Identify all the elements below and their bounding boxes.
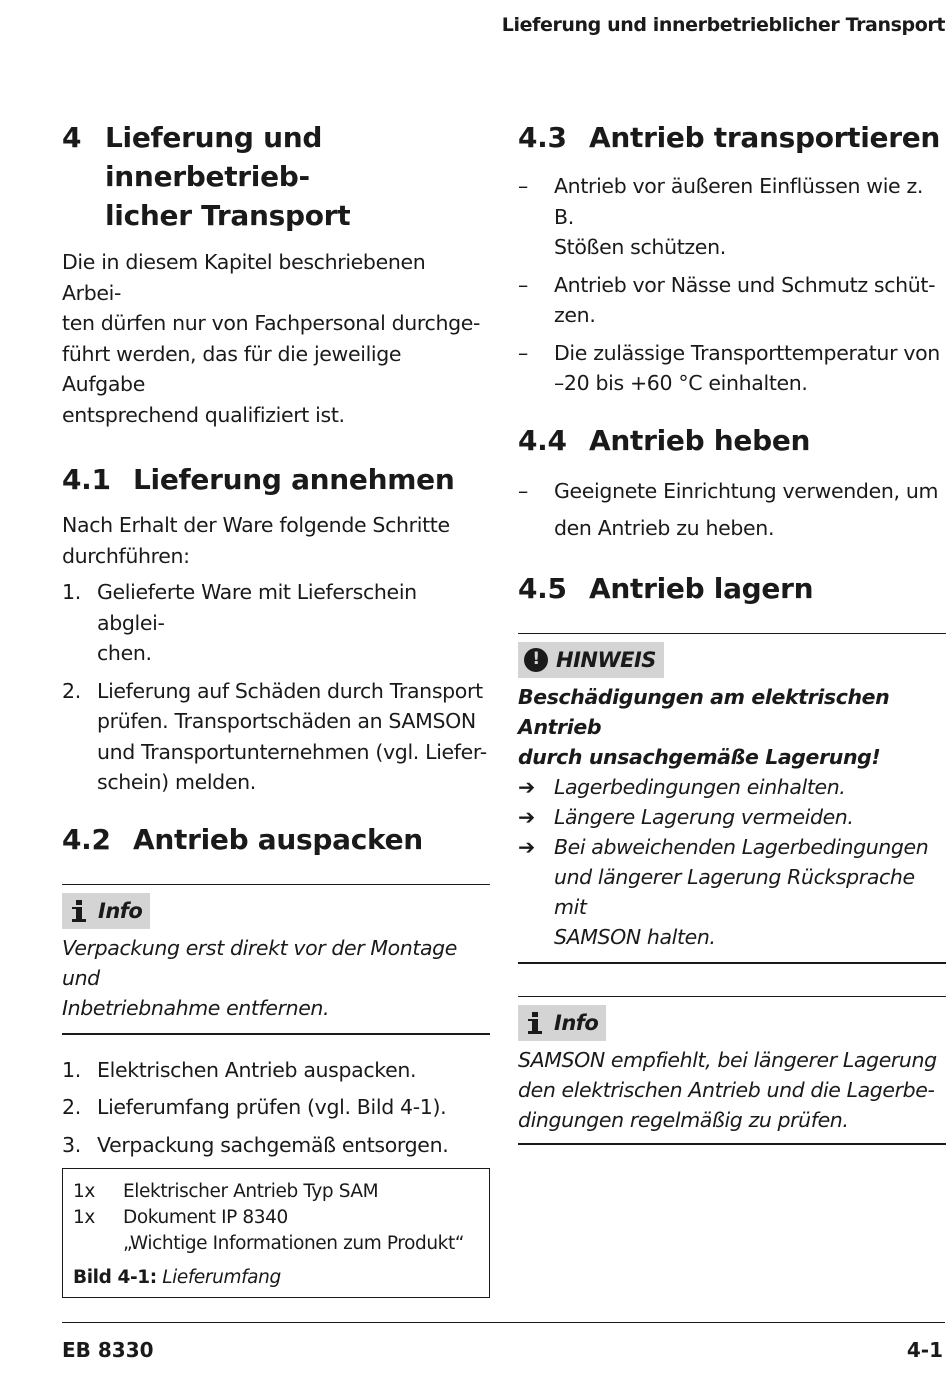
section-heading-4-3 <box>518 118 946 157</box>
chapter-title-line: licher Transport <box>105 199 351 232</box>
notice-heading: Beschädigungen am elektrischen Antrieb durch unsachgemäße Lagerung! <box>518 684 890 769</box>
list-marker: 2. <box>62 678 81 703</box>
chapter-title <box>105 118 490 235</box>
list-item <box>62 577 490 669</box>
lifting-list <box>518 473 946 547</box>
chapter-title-line: Lieferung und innerbetrieb- <box>105 121 323 193</box>
info-text: SAMSON empfiehlt, bei längerer Lagerung den elektrischen Antrieb und die Lagerbe- dingungen regelmäßig zu prüfen. <box>518 1047 937 1132</box>
text-line: Nach Erhalt der Ware folgende Schritte <box>62 513 450 537</box>
list-marker: – <box>518 174 528 198</box>
text-line: entsprechend qualifiziert ist. <box>62 402 345 427</box>
arrow-right-icon: ➔ <box>518 804 535 829</box>
chapter-intro <box>62 247 490 430</box>
scope-text: „Wichtige Informationen zum Produkt“ <box>123 1233 465 1254</box>
section-title: Antrieb lagern <box>589 571 814 605</box>
scope-item <box>73 1231 479 1257</box>
info-tag <box>62 893 150 929</box>
list-marker: 2. <box>62 1095 81 1119</box>
footer-doc-id: EB 8330 <box>62 1338 154 1362</box>
list-text: Geeignete Einrichtung verwenden, um den Antrieb zu heben. <box>554 478 939 540</box>
info-callout <box>62 884 490 1035</box>
list-item <box>62 1130 490 1161</box>
text-line: Die in diesem Kapitel beschriebenen Arbei- <box>62 250 426 305</box>
list-text: Antrieb vor Nässe und Schmutz schüt- zen. <box>554 272 936 327</box>
list-text: Die zulässige Transporttemperatur von –20 bis +60 °C einhalten. <box>554 340 940 395</box>
list-marker: 3. <box>62 1132 81 1157</box>
list-marker: – <box>518 272 528 297</box>
text-line: führt werden, das für die jeweilige Aufgabe <box>62 341 402 396</box>
list-text: Antrieb vor äußeren Einflüssen wie z. B. Stößen schützen. <box>554 174 924 259</box>
action-item: ➔ Bei abweichenden Lagerbedingungen und längerer Lagerung Rücksprache mit SAMSON halten. <box>518 832 946 952</box>
section-number: 4.3 <box>518 121 567 154</box>
notice-label: HINWEIS <box>556 647 656 672</box>
figure-caption <box>73 1265 479 1291</box>
list-item <box>62 1092 490 1123</box>
figure-caption-label: Bild 4-1: <box>73 1267 157 1288</box>
section-number: 4.4 <box>518 423 567 457</box>
text-line: ten dürfen nur von Fachpersonal durchge- <box>62 311 481 335</box>
section-title: Antrieb transportieren <box>589 121 941 154</box>
notice-tag <box>518 642 664 678</box>
running-header: Lieferung und innerbetrieblicher Transport <box>501 14 945 36</box>
info-icon <box>68 898 90 924</box>
notice-actions <box>518 772 946 952</box>
section-number: 4.5 <box>518 571 567 605</box>
list-item <box>518 473 946 547</box>
section-title: Antrieb heben <box>589 423 811 457</box>
section-heading-4-5 <box>518 571 946 607</box>
receipt-steps <box>62 577 490 798</box>
info-tag <box>518 1005 606 1041</box>
list-item <box>518 338 946 399</box>
info-label: Info <box>98 898 143 923</box>
action-item: ➔ Lagerbedingungen einhalten. <box>518 772 946 802</box>
exclamation-circle-icon: ! <box>524 648 548 672</box>
scope-item <box>73 1205 479 1231</box>
footer-divider <box>62 1322 945 1323</box>
right-column <box>518 118 946 1145</box>
list-marker: 1. <box>62 580 81 604</box>
unpack-steps <box>62 1055 490 1161</box>
scope-item <box>73 1179 479 1205</box>
list-text: Gelieferte Ware mit Lieferschein abglei- chen. <box>97 580 417 665</box>
list-item <box>518 270 946 331</box>
notice-callout <box>518 633 946 964</box>
chapter-heading <box>62 118 490 235</box>
list-marker: 1. <box>62 1057 81 1082</box>
list-text: Lieferumfang prüfen (vgl. Bild 4-1). <box>97 1095 447 1119</box>
list-text: Elektrischen Antrieb auspacken. <box>97 1057 417 1082</box>
section-intro <box>62 510 490 571</box>
scope-qty: 1x <box>73 1181 95 1202</box>
scope-qty: 1x <box>73 1207 95 1228</box>
section-heading-4-1 <box>62 462 490 498</box>
text-line: durchführen: <box>62 543 190 568</box>
list-item <box>518 171 946 263</box>
list-marker: – <box>518 340 528 365</box>
scope-text: Dokument IP 8340 <box>123 1207 288 1228</box>
scope-qty <box>73 1231 123 1257</box>
section-title: Antrieb auspacken <box>133 822 423 856</box>
section-number: 4.1 <box>62 463 111 496</box>
arrow-right-icon: ➔ <box>518 774 535 799</box>
info-text: Verpackung erst direkt vor der Montage und Inbetriebnahme entfernen. <box>62 935 457 1020</box>
chapter-number: 4 <box>62 121 82 154</box>
scope-text: Elektrischer Antrieb Typ SAM <box>123 1181 379 1202</box>
action-item: ➔ Längere Lagerung vermeiden. <box>518 802 946 832</box>
list-text: Lieferung auf Schäden durch Transport prüfen. Transportschäden an SAMSON und Transportunternehmen (vgl. Liefer- schein) melden. <box>97 678 487 794</box>
info-label: Info <box>554 1010 599 1035</box>
left-column <box>62 118 490 1298</box>
section-number: 4.2 <box>62 822 111 856</box>
transport-list <box>518 171 946 399</box>
info-callout <box>518 996 946 1145</box>
footer-page-number: 4-1 <box>906 1338 943 1362</box>
list-text: Verpackung sachgemäß entsorgen. <box>97 1132 449 1157</box>
arrow-right-icon: ➔ <box>518 834 535 859</box>
section-heading-4-2 <box>62 822 490 858</box>
section-heading-4-4 <box>518 423 946 459</box>
section-title: Lieferung annehmen <box>133 463 455 496</box>
scope-of-delivery-figure <box>62 1168 490 1298</box>
info-icon <box>524 1010 546 1036</box>
list-item <box>62 676 490 798</box>
figure-caption-text: Lieferumfang <box>162 1267 281 1288</box>
list-marker: – <box>518 478 528 503</box>
list-item <box>62 1055 490 1086</box>
